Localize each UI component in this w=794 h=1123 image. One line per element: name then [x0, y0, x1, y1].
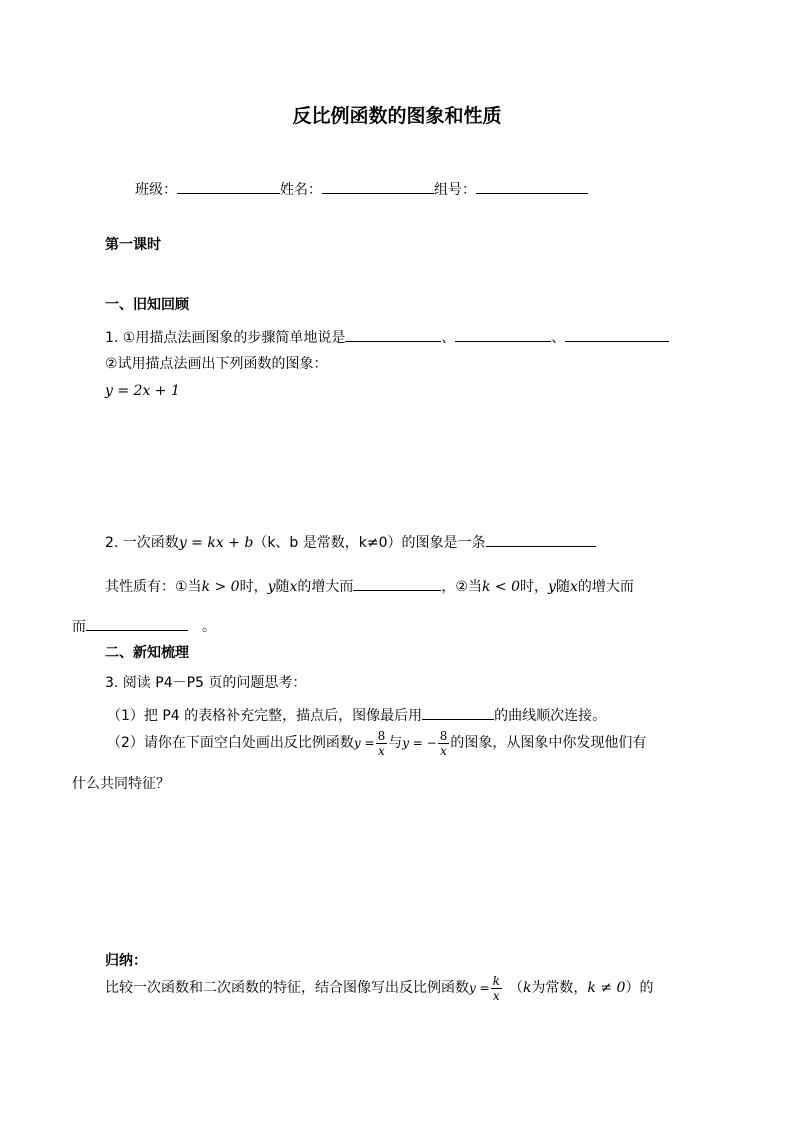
question-3: 3. 阅读 P4－P5 页的问题思考：	[105, 675, 307, 691]
summary-const: 为常数，	[531, 980, 588, 996]
page-title: 反比例函数的图象和性质	[292, 105, 502, 127]
fraction-k-over-x	[491, 974, 502, 1003]
q2-follow: 随	[555, 579, 570, 595]
q2-blank-trend-2[interactable]	[86, 615, 188, 631]
question-2-properties-cont	[72, 615, 216, 636]
q1-formula: y = 2x + 1	[105, 383, 180, 399]
summary-paren: （	[508, 980, 523, 996]
q3-y-eq-neg: y = −	[402, 736, 437, 750]
q2-prop-pre: 其性质有：①当	[105, 579, 202, 595]
fraction-neg-8-over-x	[438, 729, 450, 758]
q2-y: y	[267, 579, 276, 595]
q2-mid: （k、b 是常数，k≠0）的图象是一条	[253, 535, 486, 551]
section-heading-review: 一、旧知回顾	[105, 297, 189, 313]
question-2	[105, 531, 596, 552]
q1-sep: 、	[551, 330, 566, 346]
q3-p1-blank[interactable]	[422, 704, 494, 720]
summary-pre: 比较一次函数和二次函数的特征，结合图像写出反比例函数	[105, 980, 469, 996]
q2-cond-2: k < 0	[481, 579, 521, 595]
summary-k: k	[522, 980, 532, 996]
name-blank[interactable]	[322, 178, 434, 194]
class-blank[interactable]	[177, 178, 280, 194]
group-label: 组号：	[434, 182, 476, 198]
question-1-sub: ②试用描点法画出下列函数的图象：	[105, 356, 328, 372]
q3-p2-mid: 与	[388, 735, 403, 751]
name-label: 姓名：	[280, 182, 322, 198]
summary-close: ）的	[625, 980, 654, 996]
q2-when: 时，	[520, 579, 549, 595]
group-blank[interactable]	[476, 178, 588, 194]
q1-blank-3[interactable]	[565, 326, 669, 342]
q3-p2-post: 的图象，从图象中你发现他们有	[450, 735, 647, 751]
q3-y-eq: y =	[353, 736, 375, 750]
frac-denominator: x	[492, 988, 500, 1003]
q2-blank-line[interactable]	[486, 531, 596, 547]
q3-p1-post: 的曲线顺次连接。	[494, 708, 607, 724]
q2-cond-1: k > 0	[201, 579, 240, 595]
q2-comma: ，	[441, 579, 456, 595]
q2-formula: y = kx + b	[178, 535, 254, 551]
frac-numerator: 8	[377, 728, 386, 743]
q2-increase: 的增大而	[297, 579, 354, 595]
fraction-8-over-x	[376, 729, 388, 758]
question-2-properties	[105, 575, 634, 596]
summary-label: 归纳：	[105, 953, 147, 969]
summary-text	[105, 972, 653, 1004]
q2-prop-mid: ②当	[455, 579, 482, 595]
class-label: 班级：	[135, 182, 177, 198]
question-1	[105, 326, 669, 347]
question-3-part-2-cont: 什么共同特征？	[72, 776, 170, 792]
q1-text: 1. ①用描点法画图象的步骤简单地说是	[105, 330, 346, 346]
summary-k-ne-0: k ≠ 0	[587, 980, 626, 996]
q3-p2-pre: （2）请你在下面空白处画出反比例函数	[107, 735, 354, 751]
question-3-part-1	[107, 704, 606, 725]
q2-blank-trend-1[interactable]	[353, 575, 441, 591]
q2-increase: 的增大而	[577, 579, 634, 595]
q2-when: 时，	[239, 579, 268, 595]
q2-period: 。	[202, 619, 216, 635]
lesson-heading: 第一课时	[105, 237, 161, 253]
summary-y-eq: y =	[469, 981, 490, 995]
section-heading-new: 二、新知梳理	[105, 645, 189, 661]
q2-x: x	[289, 579, 298, 595]
student-info-line	[135, 178, 588, 199]
q2-pre: 2. 一次函数	[105, 535, 179, 551]
q3-p1-pre: （1）把 P4 的表格补充完整，描点后，图像最后用	[107, 708, 423, 724]
frac-numerator: k	[492, 973, 500, 988]
q2-x: x	[569, 579, 578, 595]
q2-y: y	[548, 579, 556, 595]
frac-numerator: 8	[439, 728, 448, 743]
q2-follow: 随	[275, 579, 290, 595]
q1-blank-1[interactable]	[345, 326, 441, 342]
q1-blank-2[interactable]	[455, 326, 551, 342]
q2-end: 而	[72, 619, 86, 635]
frac-denominator: x	[440, 743, 447, 758]
question-3-part-2	[107, 727, 646, 759]
frac-denominator: x	[377, 743, 385, 758]
q1-sep: 、	[441, 330, 456, 346]
